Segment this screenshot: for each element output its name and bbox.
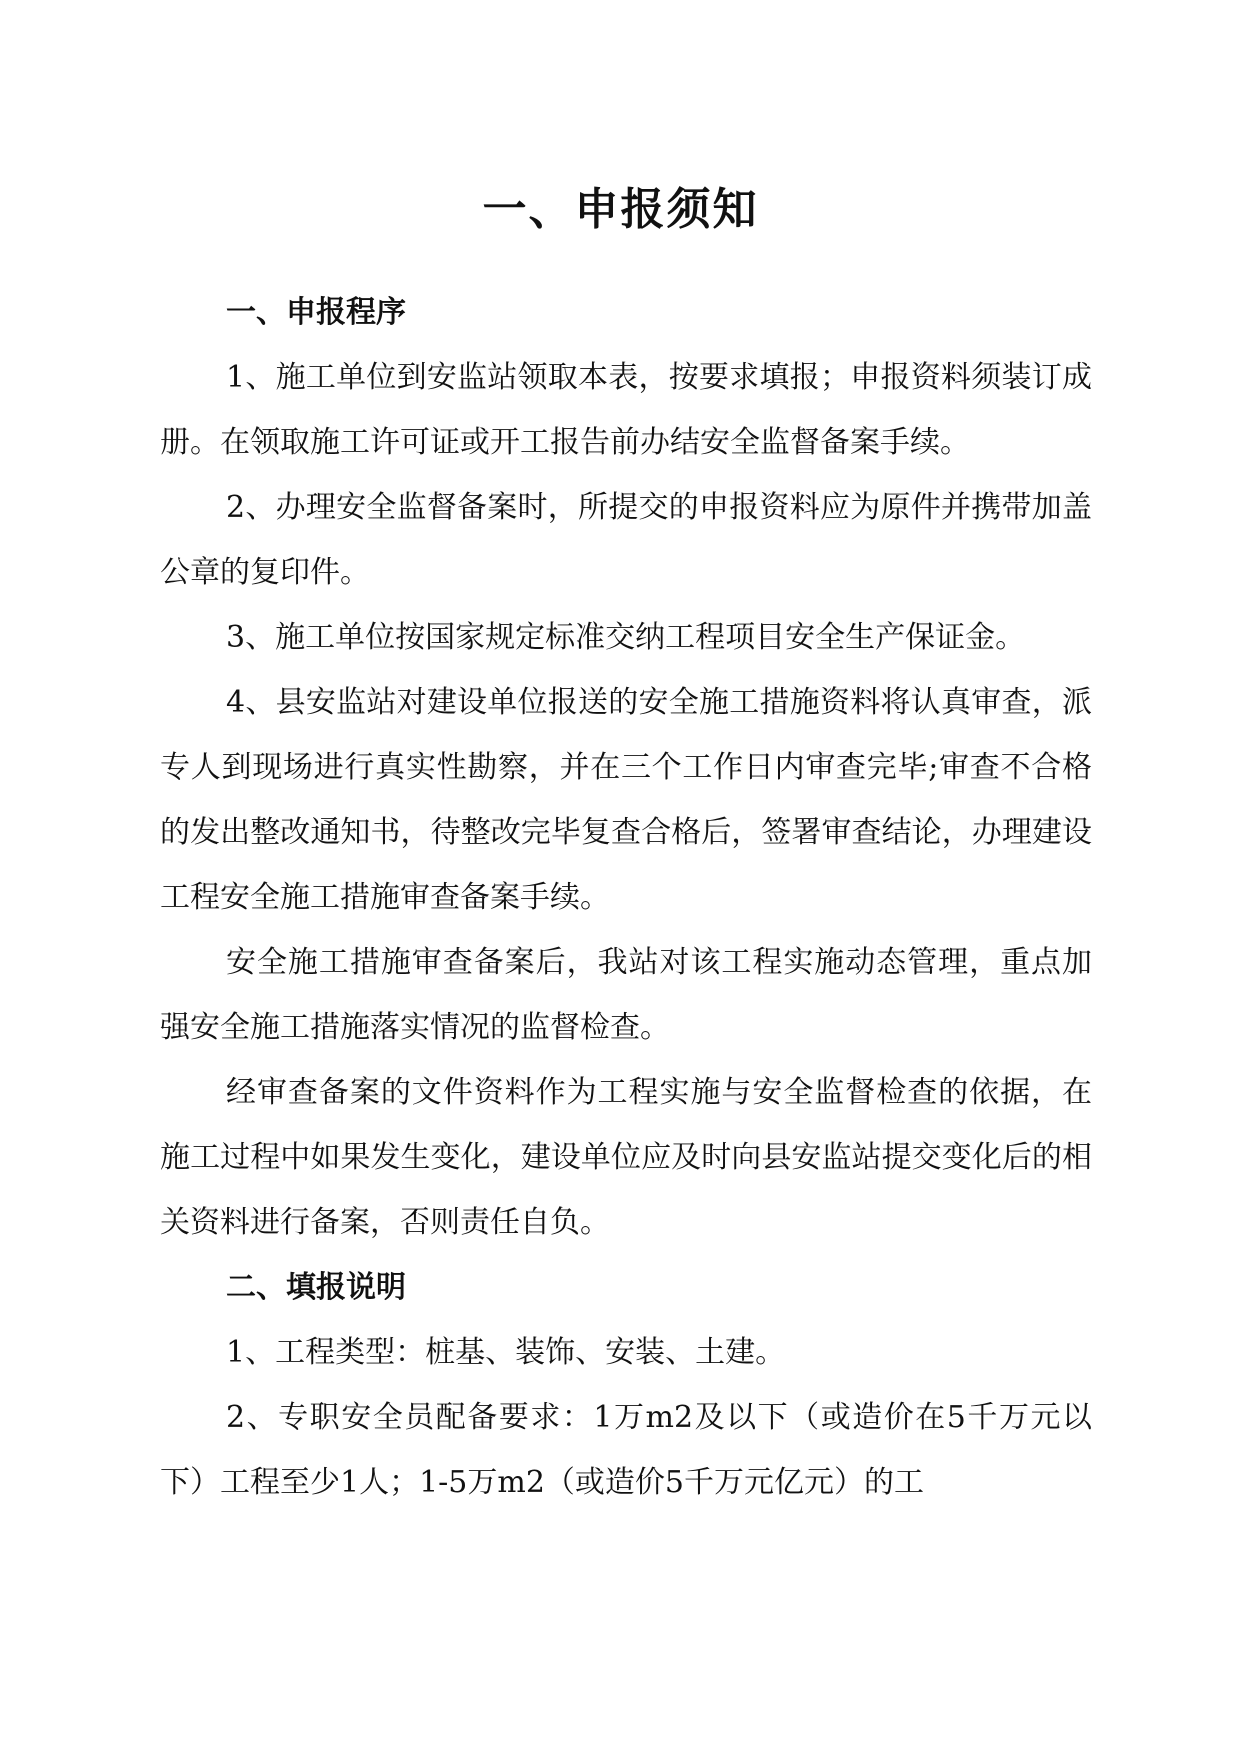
section-heading-procedure: 一、申报程序 bbox=[226, 295, 406, 330]
document-title: 一、申报须知 bbox=[482, 184, 759, 235]
paragraph: 2、办理安全监督备案时，所提交的申报资料应为原件并携带加盖公章的复印件。 bbox=[160, 490, 1092, 590]
paragraph: 4、县安监站对建设单位报送的安全施工措施资料将认真审查，派专人到现场进行真实性勘察，并在三个工作日内审查完毕;审查不合格的发出整改通知书，待整改完毕复查合格后，签署审查结论，办理建设工程安全施工措施审查备案手续。 bbox=[160, 685, 1092, 915]
paragraph: 经审查备案的文件资料作为工程实施与安全监督检查的依据，在施工过程中如果发生变化，建设单位应及时向县安监站提交变化后的相关资料进行备案，否则责任自负。 bbox=[160, 1075, 1092, 1240]
paragraph: 2、专职安全员配备要求：1万m2及以下（或造价在5千万元以下）工程至少1人；1-5万m2（或造价5千万元亿元）的工 bbox=[160, 1400, 1092, 1500]
paragraph: 1、施工单位到安监站领取本表，按要求填报；申报资料须装订成册。在领取施工许可证或开工报告前办结安全监督备案手续。 bbox=[160, 360, 1092, 460]
paragraph: 3、施工单位按国家规定标准交纳工程项目安全生产保证金。 bbox=[226, 620, 1026, 655]
paragraph: 1、工程类型：桩基、装饰、安装、土建。 bbox=[226, 1335, 786, 1370]
section-heading-instructions: 二、填报说明 bbox=[226, 1270, 406, 1305]
paragraph: 安全施工措施审查备案后，我站对该工程实施动态管理，重点加强安全施工措施落实情况的监督检查。 bbox=[160, 945, 1092, 1045]
document-body bbox=[160, 280, 1092, 1515]
